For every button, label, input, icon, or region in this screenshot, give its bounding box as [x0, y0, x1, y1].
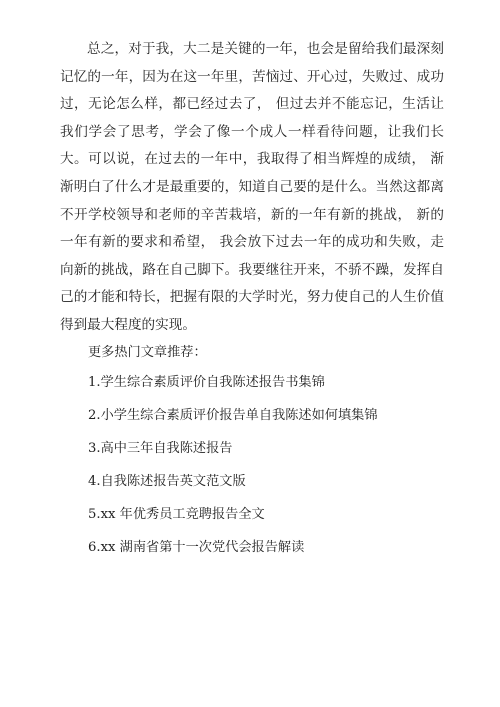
recommendation-link[interactable]: 3.高中三年自我陈述报告 [88, 441, 233, 456]
body-paragraph: 总之，对于我，大二是关键的一年，也会是留给我们最深刻记忆的一年，因为在这一年里，苦恼过、开心过，失败过、成功过，无论怎么样，都已经过去了， 但过去并不能忘记，生活让我们学会了思考，学会了像一个成人一样看待问题，让我们长大。可以说，在过去的一年中，我取得了相当辉煌的成绩， 渐渐明白了什么才是最重要的，知道自己要的是什么。当然这都离不开学校领导和老师的辛苦栽培，新的一年有新的挑战， 新的一年有新的要求和希望， 我会放下过去一年的成功和失败，走向新的挑战，路在自己脚下。我要继往开来，不骄不躁，发挥自己的才能和特长，把握有限的大学时光，努力使自己的人生价值得到最大程度的实现。 [60, 41, 444, 333]
recommendation-link[interactable]: 2.小学生综合素质评价报告单自我陈述如何填集锦 [88, 408, 378, 423]
recommendation-link[interactable]: 6.xx 湖南省第十一次党代会报告解读 [88, 540, 305, 555]
recommendation-item[interactable] [88, 538, 378, 571]
recommendation-link[interactable]: 5.xx 年优秀员工竞聘报告全文 [88, 507, 265, 522]
recommendation-item[interactable] [88, 439, 378, 472]
recommendation-link[interactable]: 4.自我陈述报告英文范文版 [88, 474, 246, 489]
recommendations-list [88, 373, 378, 571]
recommendation-item[interactable] [88, 472, 378, 505]
recommendation-link[interactable]: 1.学生综合素质评价自我陈述报告书集锦 [88, 375, 325, 390]
recommendation-item[interactable] [88, 406, 378, 439]
recommendation-item[interactable] [88, 373, 378, 406]
recommendations-heading: 更多热门文章推荐： [88, 345, 207, 360]
recommendation-item[interactable] [88, 505, 378, 538]
